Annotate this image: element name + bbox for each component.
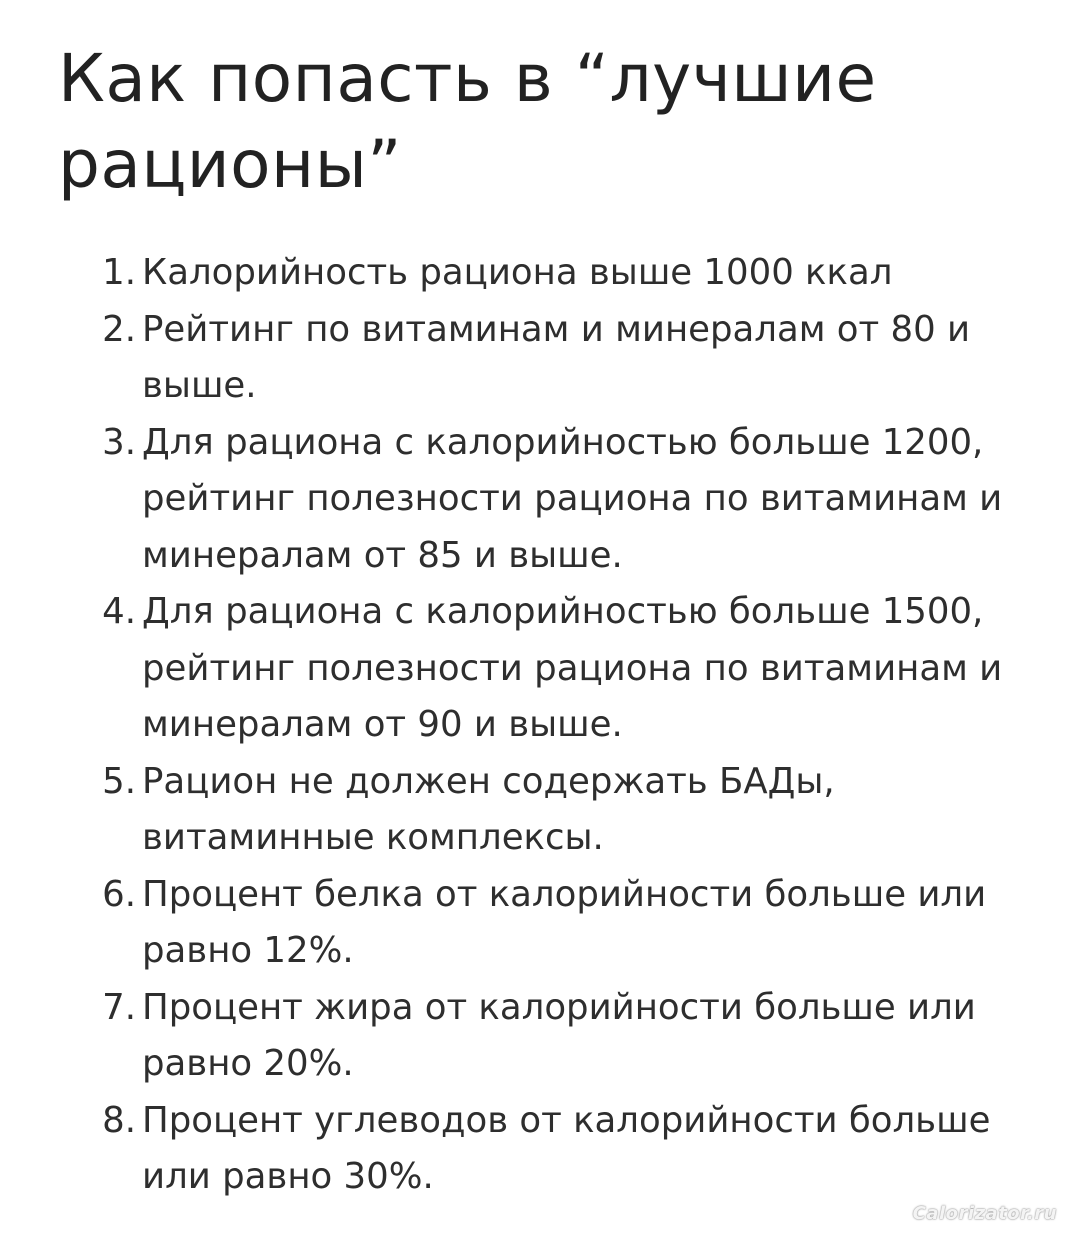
list-item-text: Процент углеводов от калорийности больше или равно 30%.: [142, 1099, 991, 1197]
list-item-text: Процент жира от калорийности больше или равно 20%.: [142, 986, 976, 1084]
list-item: [0, 1093, 1079, 1206]
list-item-number: 1.: [102, 252, 136, 293]
list-item-number: 6.: [102, 873, 136, 915]
rules-list: [0, 245, 1079, 1206]
list-item-text: Процент белка от калорийности больше или равно 12%.: [142, 873, 987, 971]
list-item: [0, 584, 1079, 754]
list-item-number: 8.: [102, 1099, 136, 1141]
list-item-number: 4.: [102, 591, 136, 632]
list-item-number: 5.: [102, 760, 136, 802]
list-item-text: Для рациона с калорийностью больше 1200, рейтинг полезности рациона по витаминам и минералам от 85 и выше.: [142, 421, 1003, 576]
list-item-number: 3.: [102, 421, 136, 463]
list-item-text: Рацион не должен содержать БАДы, витаминные комплексы.: [142, 760, 835, 858]
watermark: Calorizator.ru: [912, 1203, 1057, 1224]
list-item: [0, 754, 1079, 867]
list-item: [0, 245, 1079, 302]
list-item-text: Калорийность рациона выше 1000 ккал: [142, 252, 893, 293]
list-item: [0, 415, 1079, 585]
page-title: Как попасть в “лучшие рационы”: [58, 40, 877, 203]
list-item: [0, 980, 1079, 1093]
list-item-number: 7.: [102, 986, 136, 1028]
list-item: [0, 867, 1079, 980]
list-item-number: 2.: [102, 308, 136, 350]
list-item-text: Для рациона с калорийностью больше 1500, рейтинг полезности рациона по витаминам и минералам от 90 и выше.: [142, 591, 1003, 745]
list-item-text: Рейтинг по витаминам и минералам от 80 и выше.: [142, 308, 971, 406]
list-item: [0, 302, 1079, 415]
